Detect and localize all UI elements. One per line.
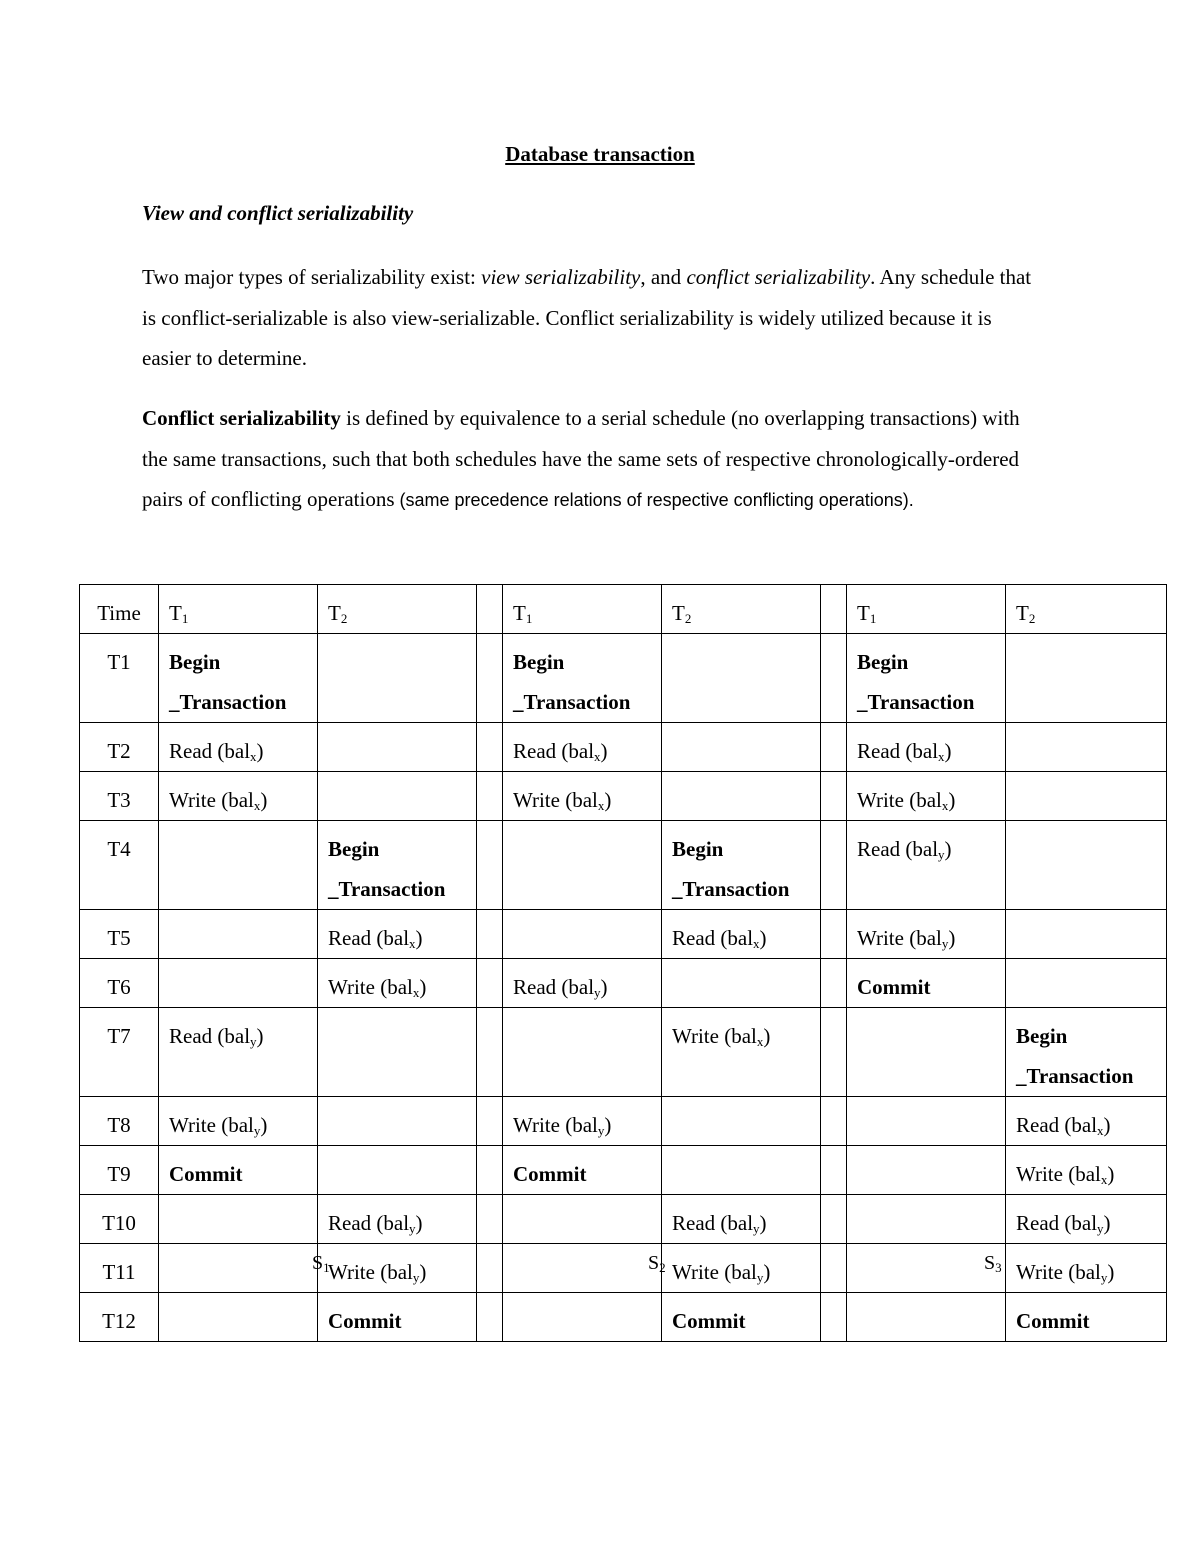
column-gap (477, 1293, 503, 1342)
time-cell: T3 (80, 772, 159, 821)
operation-cell: Begin _Transaction (847, 634, 1006, 723)
operation-cell: Write (bal$_y$) (1006, 1244, 1167, 1293)
column-gap (477, 634, 503, 723)
column-gap (477, 910, 503, 959)
operation-cell (503, 1244, 662, 1293)
operation-cell (1006, 723, 1167, 772)
schedule-label-s2: $S_2$ (648, 1252, 666, 1275)
header-transaction: $T_2$ (1006, 585, 1167, 634)
schedule-label-s3: $S_3$ (984, 1252, 1002, 1275)
table-row (80, 1244, 1167, 1293)
operation-cell: Read (bal$_y$) (503, 959, 662, 1008)
operation-cell: Read (bal$_y$) (1006, 1195, 1167, 1244)
operation-cell (318, 634, 477, 723)
schedule-table (79, 584, 1167, 1342)
operation-cell: Write (bal$_x$) (662, 1008, 821, 1097)
definition-paragraph: Conflict serializability is defined by equivalence to a serial schedule (no overlapping transactions) with the same transactions, such that both schedules have the same sets of respective chronologically-ordered pairs of conflicting operations (same precedence relations of respective conflicting operations). (142, 406, 1020, 511)
operation-cell (847, 1146, 1006, 1195)
time-cell: T6 (80, 959, 159, 1008)
schedule-label-s1: $S_1$ (312, 1252, 330, 1275)
header-time: Time (80, 585, 159, 634)
operation-cell: Write (bal$_y$) (159, 1097, 318, 1146)
operation-cell (1006, 959, 1167, 1008)
operation-cell: Commit (662, 1293, 821, 1342)
operation-cell: Begin _Transaction (318, 821, 477, 910)
operation-cell: Write (bal$_x$) (1006, 1146, 1167, 1195)
operation-cell: Read (bal$_x$) (318, 910, 477, 959)
operation-cell (503, 1195, 662, 1244)
column-gap (477, 821, 503, 910)
operation-cell (662, 723, 821, 772)
operation-cell (318, 723, 477, 772)
column-gap (477, 772, 503, 821)
operation-cell (1006, 634, 1167, 723)
operation-cell: Commit (159, 1146, 318, 1195)
operation-cell: Write (bal$_x$) (318, 959, 477, 1008)
operation-cell (847, 1293, 1006, 1342)
table-row (80, 821, 1167, 910)
table-row (80, 1293, 1167, 1342)
operation-cell: Begin _Transaction (662, 821, 821, 910)
operation-cell (662, 1146, 821, 1195)
table-row (80, 772, 1167, 821)
operation-cell (662, 772, 821, 821)
operation-cell (503, 910, 662, 959)
operation-cell (159, 910, 318, 959)
operation-cell (503, 1008, 662, 1097)
operation-cell: Write (bal$_y$) (847, 910, 1006, 959)
column-gap (477, 959, 503, 1008)
operation-cell (1006, 821, 1167, 910)
operation-cell: Write (bal$_y$) (662, 1244, 821, 1293)
column-gap (477, 1008, 503, 1097)
header-transaction: $T_1$ (503, 585, 662, 634)
column-gap (477, 1097, 503, 1146)
time-cell: T4 (80, 821, 159, 910)
header-transaction: $T_2$ (318, 585, 477, 634)
operation-cell: Read (bal$_x$) (503, 723, 662, 772)
page-title: Database transaction (505, 142, 695, 166)
operation-cell (159, 1244, 318, 1293)
table-row (80, 1097, 1167, 1146)
time-cell: T7 (80, 1008, 159, 1097)
table-header-row (80, 585, 1167, 634)
column-gap (821, 634, 847, 723)
column-gap (477, 1146, 503, 1195)
column-gap (821, 1146, 847, 1195)
time-cell: T9 (80, 1146, 159, 1195)
operation-cell (318, 772, 477, 821)
operation-cell (847, 1244, 1006, 1293)
operation-cell: Read (bal$_y$) (662, 1195, 821, 1244)
section-subtitle: View and conflict serializability (142, 201, 414, 225)
column-gap (821, 1293, 847, 1342)
operation-cell (318, 1146, 477, 1195)
operation-cell: Write (bal$_x$) (847, 772, 1006, 821)
time-cell: T12 (80, 1293, 159, 1342)
operation-cell (503, 1293, 662, 1342)
operation-cell: Begin _Transaction (1006, 1008, 1167, 1097)
operation-cell: Read (bal$_x$) (662, 910, 821, 959)
operation-cell: Begin _Transaction (503, 634, 662, 723)
column-gap (821, 1244, 847, 1293)
column-gap (821, 1008, 847, 1097)
operation-cell: Commit (503, 1146, 662, 1195)
operation-cell (662, 634, 821, 723)
operation-cell (159, 1195, 318, 1244)
column-gap (821, 723, 847, 772)
operation-cell (159, 821, 318, 910)
time-cell: T5 (80, 910, 159, 959)
operation-cell: Write (bal$_x$) (159, 772, 318, 821)
operation-cell: Write (bal$_y$) (503, 1097, 662, 1146)
operation-cell (1006, 772, 1167, 821)
table-row (80, 634, 1167, 723)
operation-cell: Write (bal$_y$) (318, 1244, 477, 1293)
operation-cell (847, 1195, 1006, 1244)
operation-cell: Read (bal$_y$) (318, 1195, 477, 1244)
operation-cell: Commit (318, 1293, 477, 1342)
table-row (80, 1146, 1167, 1195)
intro-paragraph: Two major types of serializability exist: view serializability, and conflict serializability. Any schedule that is conflict-serializable is also view-serializable. Conflict serializability is widely utilized because it is easier to determine. (142, 265, 1032, 370)
header-transaction: $T_2$ (662, 585, 821, 634)
operation-cell: Begin _Transaction (159, 634, 318, 723)
operation-cell: Read (bal$_y$) (159, 1008, 318, 1097)
operation-cell (159, 959, 318, 1008)
operation-cell: Read (bal$_x$) (847, 723, 1006, 772)
operation-cell: Read (bal$_x$) (159, 723, 318, 772)
operation-cell (318, 1008, 477, 1097)
operation-cell (662, 959, 821, 1008)
time-cell: T8 (80, 1097, 159, 1146)
column-gap (821, 772, 847, 821)
column-gap (821, 821, 847, 910)
column-gap (821, 1195, 847, 1244)
table-row (80, 1008, 1167, 1097)
time-cell: T2 (80, 723, 159, 772)
operation-cell: Read (bal$_x$) (1006, 1097, 1167, 1146)
table-row (80, 910, 1167, 959)
column-gap (477, 723, 503, 772)
header-transaction: $T_1$ (159, 585, 318, 634)
operation-cell (159, 1293, 318, 1342)
time-cell: T11 (80, 1244, 159, 1293)
column-gap (821, 959, 847, 1008)
operation-cell: Commit (1006, 1293, 1167, 1342)
column-gap (821, 910, 847, 959)
table-row (80, 723, 1167, 772)
time-cell: T1 (80, 634, 159, 723)
operation-cell (847, 1097, 1006, 1146)
column-gap (477, 1195, 503, 1244)
column-gap (477, 1244, 503, 1293)
operation-cell: Read (bal$_y$) (847, 821, 1006, 910)
operation-cell (847, 1008, 1006, 1097)
column-gap (821, 585, 847, 634)
operation-cell (503, 821, 662, 910)
operation-cell (318, 1097, 477, 1146)
operation-cell: Write (bal$_x$) (503, 772, 662, 821)
time-cell: T10 (80, 1195, 159, 1244)
column-gap (477, 585, 503, 634)
table-row (80, 959, 1167, 1008)
table-row (80, 1195, 1167, 1244)
operation-cell (662, 1097, 821, 1146)
header-transaction: $T_1$ (847, 585, 1006, 634)
operation-cell: Commit (847, 959, 1006, 1008)
column-gap (821, 1097, 847, 1146)
operation-cell (1006, 910, 1167, 959)
